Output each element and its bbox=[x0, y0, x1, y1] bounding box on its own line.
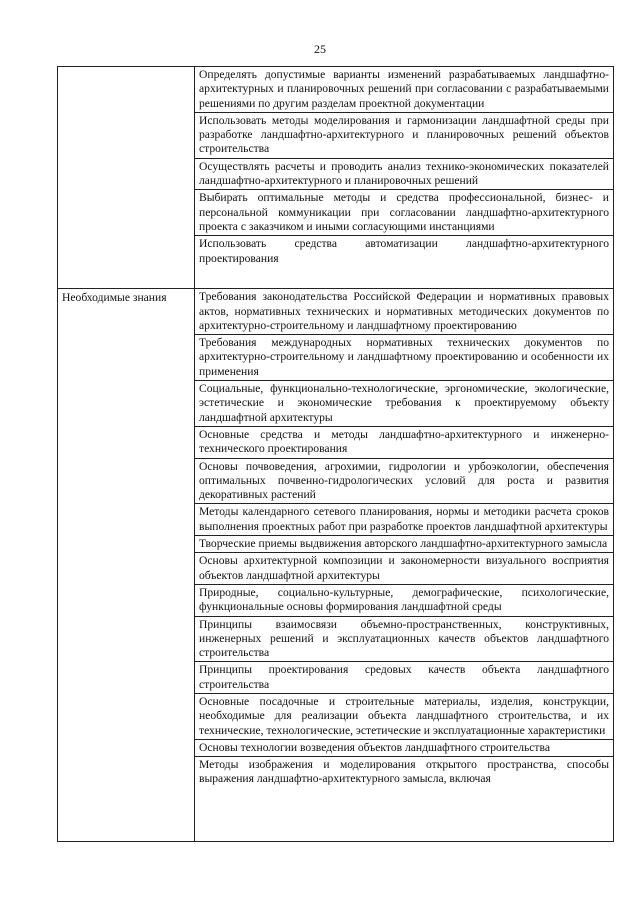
list-item: Требования международных нормативных технических документов по архитектурно-строительному и ландшафтному проектированию и особенности их применения bbox=[195, 335, 613, 381]
skills-items-cell bbox=[195, 67, 614, 289]
list-item: Основы архитектурной композиции и закономерности визуального восприятия объектов ландшафтной архитектуры bbox=[195, 553, 613, 585]
list-item: Методы изображения и моделирования открытого пространства, способы выражения ландшафтно-архитектурного замысла, включая bbox=[199, 758, 609, 786]
row-label-knowledge: Необходимые знания bbox=[58, 289, 195, 842]
page-number: 25 bbox=[314, 42, 326, 56]
list-item: Социальные, функционально-технологические, эргономические, экологические, эстетические и экономические требования к проектируемому объекту ландшафтной архитектуры bbox=[195, 381, 613, 427]
list-item: Определять допустимые варианты изменений разрабатываемых ландшафтно-архитектурных и планировочных решений при согласовании с разрабатываемыми решениями по другим разделам проектной документации bbox=[195, 67, 613, 113]
list-item: Основные посадочные и строительные материалы, изделия, конструкции, необходимые для реализации объекта ландшафтного строительства, и их технические, технологические, эстетические и эксплуатационные характеристики bbox=[195, 694, 613, 740]
list-item: Использовать средства автоматизации ландшафтно-архитектурного проектирования bbox=[199, 237, 609, 265]
list-item: Основные средства и методы ландшафтно-архитектурного и инженерно-технического проектирования bbox=[195, 427, 613, 459]
list-item: Основы технологии возведения объектов ландшафтного строительства bbox=[195, 740, 613, 757]
list-item: Требования законодательства Российской Федерации и нормативных правовых актов, нормативных технических и нормативных методических документов по архитектурно-строительному и ландшафтному проектированию bbox=[195, 289, 613, 335]
list-item: Использовать методы моделирования и гармонизации ландшафтной среды при разработке ландшафтно-архитектурного и планировочных решений объектов строительства bbox=[195, 113, 613, 159]
competency-table bbox=[57, 66, 614, 842]
list-item: Выбирать оптимальные методы и средства профессиональной, бизнес- и персональной коммуникации при согласовании ландшафтно-архитектурного проекта с заказчиком и иными согласующими инстанциями bbox=[195, 190, 613, 236]
list-item: Творческие приемы выдвижения авторского ландшафтно-архитектурного замысла bbox=[195, 536, 613, 553]
row-label-skills bbox=[58, 67, 195, 289]
list-item: Осуществлять расчеты и проводить анализ технико-экономических показателей ландшафтно-архитектурного и планировочных решений bbox=[195, 159, 613, 191]
list-item: Основы почвоведения, агрохимии, гидрологии и урбоэкологии, обеспечения оптимальных почвенно-гидрологических условий для роста и развития декоративных растений bbox=[195, 459, 613, 505]
list-item: Природные, социально-культурные, демографические, психологические, функциональные основы формирования ландшафтной среды bbox=[195, 585, 613, 617]
knowledge-items-cell bbox=[195, 289, 614, 842]
table-row-knowledge bbox=[58, 289, 614, 842]
table-row-skills bbox=[58, 67, 614, 289]
list-item: Принципы взаимосвязи объемно-пространственных, конструктивных, инженерных решений и эксплуатационных качеств объектов ландшафтного строительства bbox=[195, 617, 613, 663]
list-item: Принципы проектирования средовых качеств объекта ландшафтного строительства bbox=[195, 662, 613, 694]
list-item: Методы календарного сетевого планирования, нормы и методики расчета сроков выполнения проектных работ при разработке проектов ландшафтной архитектуры bbox=[195, 504, 613, 536]
